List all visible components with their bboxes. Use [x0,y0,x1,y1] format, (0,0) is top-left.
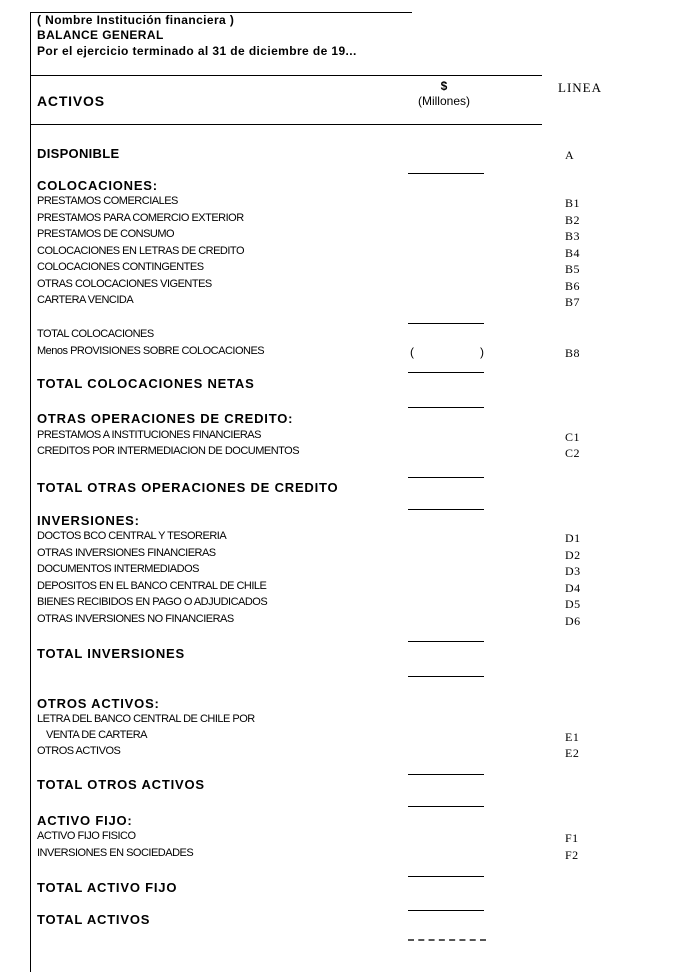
section-heading-otros-activos: OTROS ACTIVOS: [37,696,160,711]
header-bottom-rule [30,124,542,125]
line-code: B7 [565,295,581,309]
section-heading-colocaciones: COLOCACIONES: [37,178,158,193]
amount-rule [408,509,484,510]
line-item-label: OTRAS INVERSIONES FINANCIERAS [37,546,216,559]
left-margin-rule [30,12,31,972]
activos-heading: ACTIVOS [37,93,105,109]
line-code: E2 [565,746,580,760]
disponible-label: DISPONIBLE [37,146,120,161]
amount-rule [408,407,484,408]
line-item-label: COLOCACIONES EN LETRAS DE CREDITO [37,244,245,257]
line-code: D3 [565,564,581,578]
line-code: F2 [565,848,579,862]
line-item-label: PRESTAMOS COMERCIALES [37,195,178,207]
line-item-label: INVERSIONES EN SOCIEDADES [37,847,194,859]
units-heading: (Millones) [417,94,470,108]
line-item-label: PRESTAMOS PARA COMERCIO EXTERIOR [37,211,244,224]
line-item-label: COLOCACIONES CONTINGENTES [37,261,204,273]
line-code: B2 [565,212,581,227]
line-code: C1 [565,430,581,444]
total-activos-label: TOTAL ACTIVOS [37,912,151,927]
venta-de-cartera-label: VENTA DE CARTERA [46,729,148,741]
total-colocaciones-netas-label: TOTAL COLOCACIONES NETAS [37,376,255,391]
total-inversiones-label: TOTAL INVERSIONES [37,646,185,661]
total-colocaciones-label: TOTAL COLOCACIONES [37,328,154,340]
line-item-label: DOCTOS BCO CENTRAL Y TESORERIA [37,530,227,542]
amount-rule [408,641,484,642]
line-item-label: OTRAS INVERSIONES NO FINANCIERAS [37,612,234,625]
line-code: D1 [565,531,581,545]
amount-rule [408,806,484,807]
line-code: C2 [565,446,581,460]
amount-rule [408,774,484,775]
line-item-label: CARTERA VENCIDA [37,294,134,306]
line-code: D2 [565,547,581,562]
line-item-label: DOCUMENTOS INTERMEDIADOS [37,563,199,575]
amount-rule [408,477,484,478]
amount-rule [408,876,484,877]
line-code: D4 [565,580,581,595]
line-code: F1 [565,831,579,845]
line-item-label: DEPOSITOS EN EL BANCO CENTRAL DE CHILE [37,579,267,592]
amount-rule [408,372,484,373]
line-code: B4 [565,245,581,260]
line-code: A [565,148,575,162]
otros-activos-item-label: OTROS ACTIVOS [37,745,121,757]
total-activo-fijo-label: TOTAL ACTIVO FIJO [37,880,178,895]
section-heading-inversiones: INVERSIONES: [37,513,140,528]
paren-open: ( [410,345,414,359]
amount-rule [408,173,484,174]
line-code: B5 [565,262,581,276]
line-column-heading: LINEA [558,80,602,95]
paren-close: ) [480,345,484,359]
total-otras-operaciones-label: TOTAL OTRAS OPERACIONES DE CREDITO [37,480,339,495]
line-item-label: OTRAS COLOCACIONES VIGENTES [37,277,212,290]
line-item-label: BIENES RECIBIDOS EN PAGO O ADJUDICADOS [37,596,268,608]
amount-rule [408,910,484,911]
line-item-label: ACTIVO FIJO FISICO [37,830,136,842]
currency-heading: $ [440,79,448,93]
line-item-label: PRESTAMOS DE CONSUMO [37,228,175,240]
line-item-label: PRESTAMOS A INSTITUCIONES FINANCIERAS [37,429,261,441]
line-code: B1 [565,196,581,210]
line-item-label: CREDITOS POR INTERMEDIACION DE DOCUMENTOS [37,445,300,457]
header-rule [30,75,542,76]
amount-rule [408,676,484,677]
letra-banco-central-label: LETRA DEL BANCO CENTRAL DE CHILE POR [37,713,255,725]
line-code: D6 [565,613,581,628]
period-line: Por el ejercicio terminado al 31 de diciembre de 19... [37,44,357,58]
section-heading-activo-fijo: ACTIVO FIJO: [37,813,133,828]
institution-name: ( Nombre Institución financiera ) [37,13,235,27]
line-code: B6 [565,278,581,293]
amount-rule [408,323,484,324]
line-code: D5 [565,597,581,611]
document-title: BALANCE GENERAL [37,28,164,42]
total-otros-activos-label: TOTAL OTROS ACTIVOS [37,777,205,792]
double-rule-total [408,939,486,941]
section-heading-otras-operaciones: OTRAS OPERACIONES DE CREDITO: [37,411,294,426]
line-code: B8 [565,346,581,360]
line-code: B3 [565,229,581,243]
provisiones-label: Menos PROVISIONES SOBRE COLOCACIONES [37,345,265,357]
line-code: E1 [565,730,580,744]
